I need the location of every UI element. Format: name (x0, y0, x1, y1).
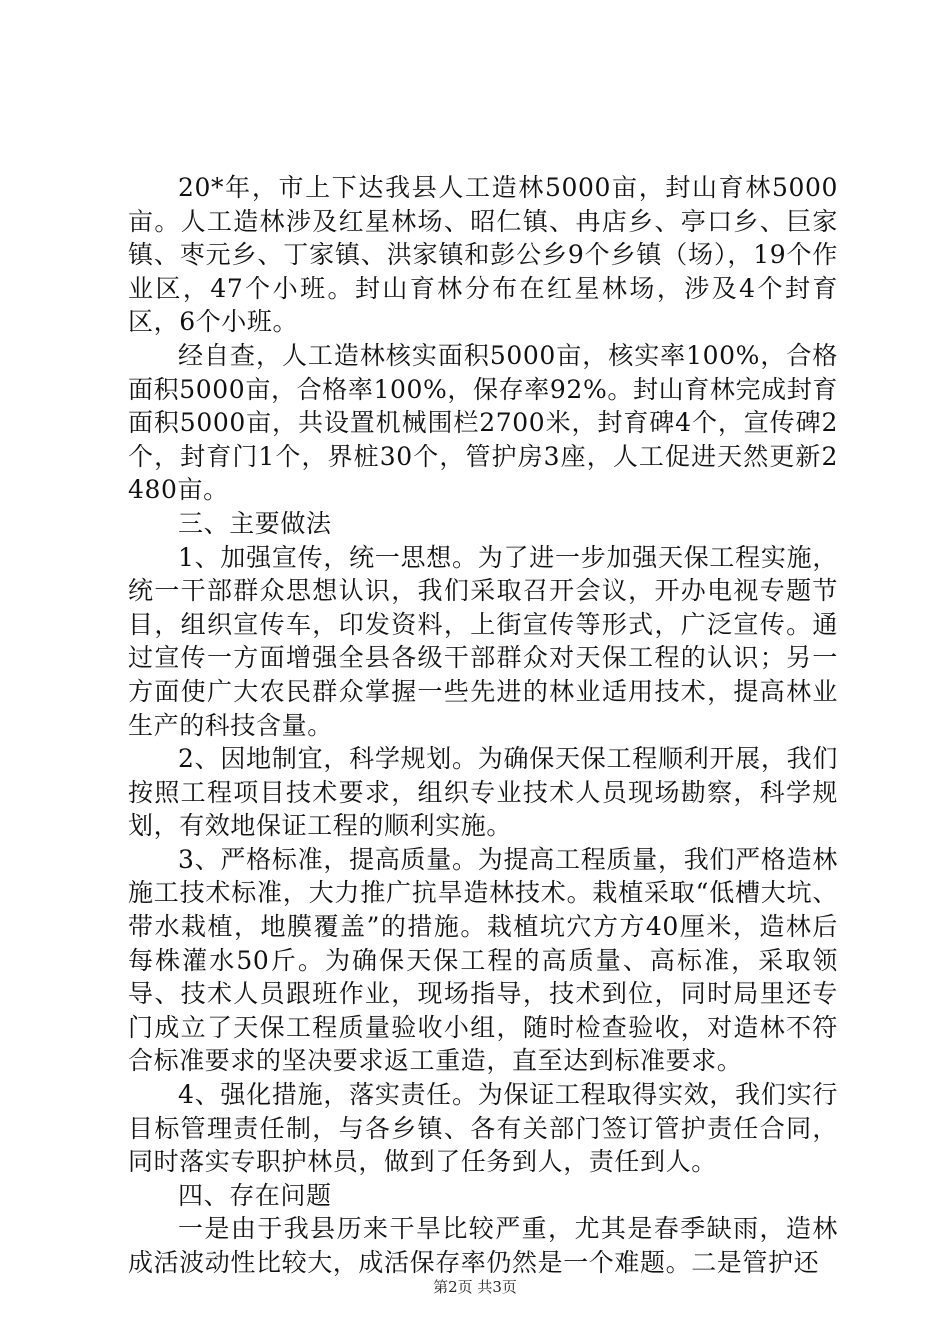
document-body (128, 171, 838, 1280)
section-heading-problems: 四、存在问题 (178, 1180, 332, 1210)
section-heading-main-practices: 三、主要做法 (178, 508, 332, 538)
paragraph-self-check: 经自查，人工造林核实面积5000亩，核实率100%，合格面积5000亩，合格率100%，保存率92%。封山育林完成封育面积5000亩，共设置机械围栏2700米，封育碑4个，宣传碑2个，封育门1个，界桩30个，管护房3座，人工促进天然更新2480亩。 (128, 340, 838, 505)
paragraph-problems: 一是由于我县历来干旱比较严重，尤其是春季缺雨，造林成活波动性比较大，成活保存率仍然是一个难题。二是管护还 (128, 1214, 838, 1277)
paragraph-summary: 20*年，市上下达我县人工造林5000亩，封山育林5000亩。人工造林涉及红星林场、昭仁镇、冉店乡、亭口乡、巨家镇、枣元乡、丁家镇、洪家镇和彭公乡9个乡镇（场），19个作业区，47个小班。封山育林分布在红星林场，涉及4个封育区，6个小班。 (128, 173, 838, 337)
page-footer: 第2页 共3页 (433, 1278, 517, 1296)
paragraph-practice-1: 1、加强宣传，统一思想。为了进一步加强天保工程实施，统一干部群众思想认识，我们采取召开会议，开办电视专题节目，组织宣传车，印发资料，上街宣传等形式，广泛宣传。通过宣传一方面增强全县各级干部群众对天保工程的认识；另一方面使广大农民群众掌握一些先进的林业适用技术，提高林业生产的科技含量。 (128, 542, 838, 740)
paragraph-practice-3: 3、严格标准，提高质量。为提高工程质量，我们严格造林施工技术标准，大力推广抗旱造林技术。栽植采取“低槽大坑、带水栽植，地膜覆盖”的措施。栽植坑穴方方40厘米，造林后每株灌水50斤。为确保天保工程的高质量、高标准，采取领导、技术人员跟班作业，现场指导，技术到位，同时局里还专门成立了天保工程质量验收小组，随时检查验收，对造林不符合标准要求的坚决要求返工重造，直至达到标准要求。 (128, 844, 838, 1076)
paragraph-practice-2: 2、因地制宜，科学规划。为确保天保工程顺利开展，我们按照工程项目技术要求，组织专业技术人员现场勘察，科学规划，有效地保证工程的顺利实施。 (128, 744, 838, 841)
paragraph-practice-4: 4、强化措施，落实责任。为保证工程取得实效，我们实行目标管理责任制，与各乡镇、各有关部门签订管护责任合同，同时落实专职护林员，做到了任务到人，责任到人。 (128, 1080, 838, 1177)
